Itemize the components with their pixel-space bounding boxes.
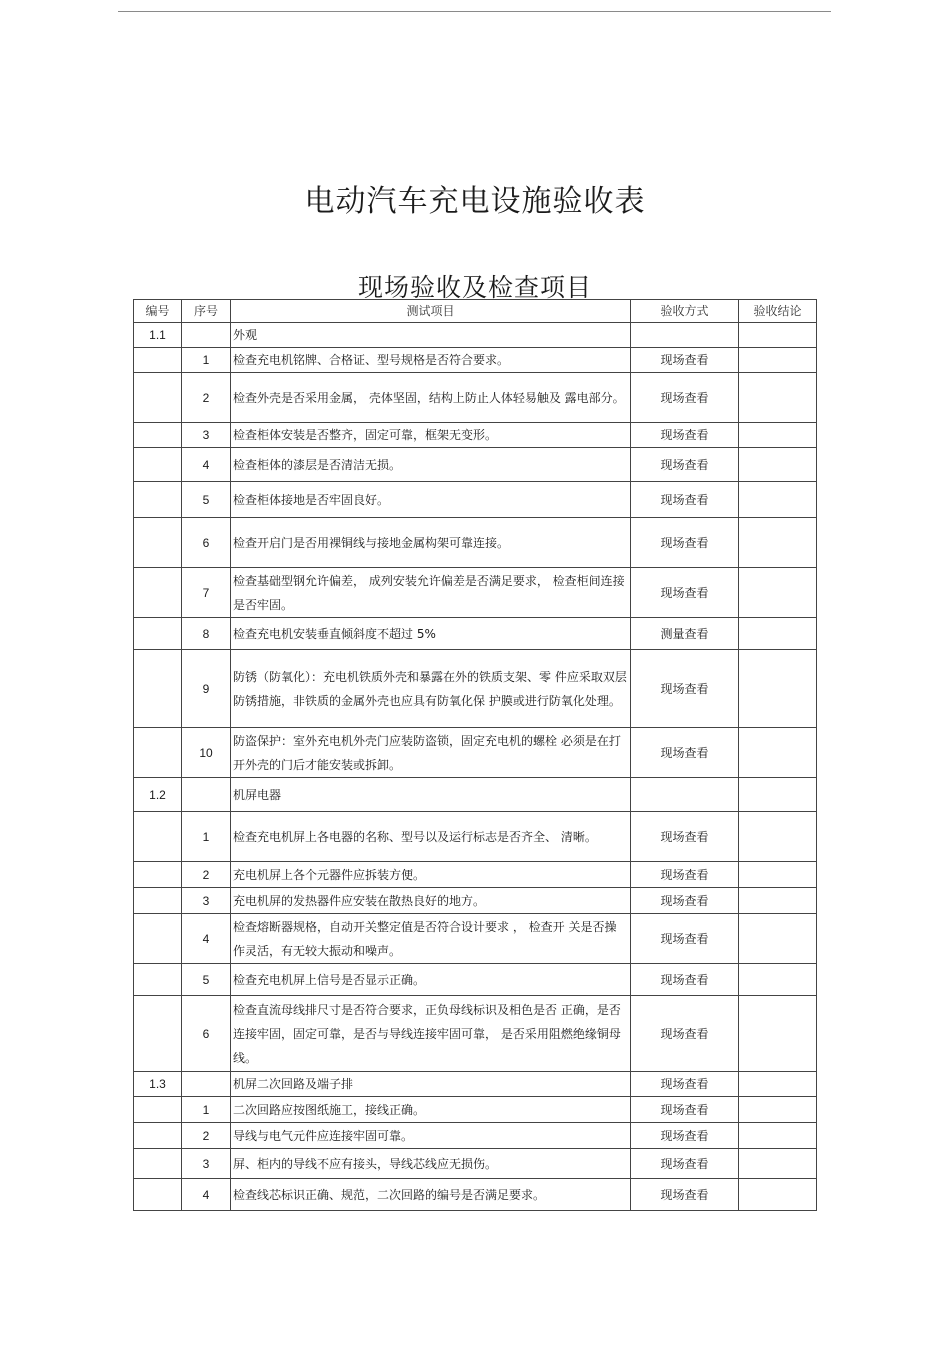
cell-method: 现场查看 bbox=[631, 1179, 739, 1211]
cell-result bbox=[739, 1179, 817, 1211]
cell-num bbox=[134, 888, 182, 914]
cell-seq: 7 bbox=[182, 568, 231, 618]
top-rule bbox=[118, 11, 831, 12]
cell-num bbox=[134, 518, 182, 568]
cell-result bbox=[739, 348, 817, 373]
cell-seq: 8 bbox=[182, 618, 231, 650]
cell-method: 测量查看 bbox=[631, 618, 739, 650]
cell-num bbox=[134, 964, 182, 996]
cell-result bbox=[739, 448, 817, 482]
cell-method: 现场查看 bbox=[631, 728, 739, 778]
cell-method: 现场查看 bbox=[631, 996, 739, 1072]
cell-num bbox=[134, 423, 182, 448]
cell-method: 现场查看 bbox=[631, 348, 739, 373]
cell-item: 检查线芯标识正确、规范，二次回路的编号是否满足要求。 bbox=[231, 1179, 631, 1211]
cell-seq: 2 bbox=[182, 1123, 231, 1149]
cell-seq: 2 bbox=[182, 862, 231, 888]
table-row bbox=[134, 448, 817, 482]
cell-num bbox=[134, 373, 182, 423]
cell-num bbox=[134, 1097, 182, 1123]
table-row bbox=[134, 888, 817, 914]
section-subtitle: 现场验收及检查项目 bbox=[357, 273, 592, 302]
cell-item: 检查直流母线排尺寸是否符合要求，正负母线标识及相色是否 正确，是否连接牢固，固定可靠，是否与导线连接牢固可靠， 是否采用阻燃绝缘铜母线。 bbox=[231, 996, 631, 1072]
header-result: 验收结论 bbox=[739, 300, 817, 323]
cell-num bbox=[134, 650, 182, 728]
table-row bbox=[134, 618, 817, 650]
cell-result bbox=[739, 996, 817, 1072]
header-item: 测试项目 bbox=[231, 300, 631, 323]
inspection-table bbox=[133, 299, 817, 1211]
cell-method bbox=[631, 778, 739, 812]
table-row bbox=[134, 482, 817, 518]
cell-method: 现场查看 bbox=[631, 1097, 739, 1123]
cell-num bbox=[134, 728, 182, 778]
cell-seq: 5 bbox=[182, 482, 231, 518]
cell-result bbox=[739, 650, 817, 728]
cell-item: 导线与电气元件应连接牢固可靠。 bbox=[231, 1123, 631, 1149]
cell-result bbox=[739, 518, 817, 568]
table-row bbox=[134, 373, 817, 423]
table-row bbox=[134, 914, 817, 964]
cell-num bbox=[134, 1123, 182, 1149]
cell-seq: 10 bbox=[182, 728, 231, 778]
cell-seq: 3 bbox=[182, 888, 231, 914]
cell-method: 现场查看 bbox=[631, 914, 739, 964]
cell-item: 检查熔断器规格，自动开关整定值是否符合设计要求 ， 检查开 关是否操作灵活，有无较大振动和噪声。 bbox=[231, 914, 631, 964]
cell-seq bbox=[182, 778, 231, 812]
cell-result bbox=[739, 914, 817, 964]
table-row bbox=[134, 1149, 817, 1179]
section-row bbox=[134, 1072, 817, 1097]
cell-item: 检查柜体安装是否整齐，固定可靠，框架无变形。 bbox=[231, 423, 631, 448]
header-num: 编号 bbox=[134, 300, 182, 323]
table-row bbox=[134, 348, 817, 373]
cell-seq: 4 bbox=[182, 914, 231, 964]
cell-item: 二次回路应按图纸施工，接线正确。 bbox=[231, 1097, 631, 1123]
cell-result bbox=[739, 1097, 817, 1123]
cell-method: 现场查看 bbox=[631, 1072, 739, 1097]
section-row bbox=[134, 778, 817, 812]
cell-method: 现场查看 bbox=[631, 423, 739, 448]
cell-result bbox=[739, 778, 817, 812]
cell-result bbox=[739, 812, 817, 862]
cell-method: 现场查看 bbox=[631, 888, 739, 914]
table-row bbox=[134, 996, 817, 1072]
cell-seq: 3 bbox=[182, 1149, 231, 1179]
cell-num bbox=[134, 482, 182, 518]
cell-result bbox=[739, 373, 817, 423]
cell-seq bbox=[182, 323, 231, 348]
cell-item: 充电机屏上各个元器件应拆装方便。 bbox=[231, 862, 631, 888]
cell-num bbox=[134, 1149, 182, 1179]
cell-seq: 5 bbox=[182, 964, 231, 996]
cell-method: 现场查看 bbox=[631, 650, 739, 728]
cell-num bbox=[134, 812, 182, 862]
cell-method: 现场查看 bbox=[631, 518, 739, 568]
header-method: 验收方式 bbox=[631, 300, 739, 323]
table-row bbox=[134, 964, 817, 996]
cell-num bbox=[134, 568, 182, 618]
cell-seq bbox=[182, 1072, 231, 1097]
cell-item: 检查柜体接地是否牢固良好。 bbox=[231, 482, 631, 518]
table-row bbox=[134, 1123, 817, 1149]
document-title: 电动汽车充电设施验收表 bbox=[304, 184, 646, 219]
table-header-row bbox=[134, 300, 817, 323]
cell-item: 防盗保护：室外充电机外壳门应装防盗锁，固定充电机的螺栓 必须是在打开外壳的门后才能安装或拆卸。 bbox=[231, 728, 631, 778]
cell-result bbox=[739, 482, 817, 518]
cell-item: 机屏二次回路及端子排 bbox=[231, 1072, 631, 1097]
cell-seq: 1 bbox=[182, 1097, 231, 1123]
cell-num bbox=[134, 996, 182, 1072]
table-row bbox=[134, 1097, 817, 1123]
cell-method: 现场查看 bbox=[631, 862, 739, 888]
cell-method: 现场查看 bbox=[631, 1123, 739, 1149]
cell-item: 屏、柜内的导线不应有接头，导线芯线应无损伤。 bbox=[231, 1149, 631, 1179]
table-row bbox=[134, 518, 817, 568]
cell-result bbox=[739, 728, 817, 778]
cell-seq: 3 bbox=[182, 423, 231, 448]
cell-result bbox=[739, 862, 817, 888]
cell-num: 1.2 bbox=[134, 778, 182, 812]
cell-item: 检查充电机铭牌、合格证、型号规格是否符合要求。 bbox=[231, 348, 631, 373]
table-row bbox=[134, 812, 817, 862]
table-row bbox=[134, 862, 817, 888]
cell-num bbox=[134, 448, 182, 482]
cell-seq: 9 bbox=[182, 650, 231, 728]
cell-item: 检查外壳是否采用金属， 壳体坚固，结构上防止人体轻易触及 露电部分。 bbox=[231, 373, 631, 423]
cell-seq: 2 bbox=[182, 373, 231, 423]
cell-result bbox=[739, 1149, 817, 1179]
cell-item: 检查基础型钢允许偏差， 成列安装允许偏差是否满足要求， 检查柜间连接是否牢固。 bbox=[231, 568, 631, 618]
cell-item: 检查充电机屏上各电器的名称、型号以及运行标志是否齐全、 清晰。 bbox=[231, 812, 631, 862]
cell-item: 防锈（防氧化）：充电机铁质外壳和暴露在外的铁质支架、零 件应采取双层防锈措施，非铁质的金属外壳也应具有防氧化保 护膜或进行防氧化处理。 bbox=[231, 650, 631, 728]
cell-num bbox=[134, 348, 182, 373]
cell-result bbox=[739, 618, 817, 650]
cell-item: 检查柜体的漆层是否清洁无损。 bbox=[231, 448, 631, 482]
cell-seq: 6 bbox=[182, 996, 231, 1072]
cell-seq: 1 bbox=[182, 348, 231, 373]
cell-method: 现场查看 bbox=[631, 373, 739, 423]
cell-result bbox=[739, 888, 817, 914]
cell-result bbox=[739, 964, 817, 996]
cell-item: 检查开启门是否用裸铜线与接地金属构架可靠连接。 bbox=[231, 518, 631, 568]
cell-item: 机屏电器 bbox=[231, 778, 631, 812]
cell-seq: 1 bbox=[182, 812, 231, 862]
cell-result bbox=[739, 323, 817, 348]
cell-num bbox=[134, 914, 182, 964]
header-seq: 序号 bbox=[182, 300, 231, 323]
cell-method: 现场查看 bbox=[631, 448, 739, 482]
cell-method: 现场查看 bbox=[631, 812, 739, 862]
cell-result bbox=[739, 423, 817, 448]
cell-num bbox=[134, 618, 182, 650]
cell-num bbox=[134, 1179, 182, 1211]
cell-result bbox=[739, 568, 817, 618]
cell-item: 检查充电机安装垂直倾斜度不超过 5% bbox=[231, 618, 631, 650]
cell-item: 检查充电机屏上信号是否显示正确。 bbox=[231, 964, 631, 996]
cell-seq: 4 bbox=[182, 448, 231, 482]
cell-num: 1.1 bbox=[134, 323, 182, 348]
cell-method bbox=[631, 323, 739, 348]
cell-num bbox=[134, 862, 182, 888]
cell-item: 充电机屏的发热器件应安装在散热良好的地方。 bbox=[231, 888, 631, 914]
cell-item: 外观 bbox=[231, 323, 631, 348]
cell-num: 1.3 bbox=[134, 1072, 182, 1097]
section-row bbox=[134, 323, 817, 348]
cell-method: 现场查看 bbox=[631, 964, 739, 996]
cell-method: 现场查看 bbox=[631, 482, 739, 518]
cell-method: 现场查看 bbox=[631, 568, 739, 618]
table-row bbox=[134, 568, 817, 618]
cell-result bbox=[739, 1072, 817, 1097]
table-row bbox=[134, 423, 817, 448]
cell-seq: 4 bbox=[182, 1179, 231, 1211]
cell-seq: 6 bbox=[182, 518, 231, 568]
table-row bbox=[134, 650, 817, 728]
table-row bbox=[134, 728, 817, 778]
cell-method: 现场查看 bbox=[631, 1149, 739, 1179]
cell-result bbox=[739, 1123, 817, 1149]
table-row bbox=[134, 1179, 817, 1211]
